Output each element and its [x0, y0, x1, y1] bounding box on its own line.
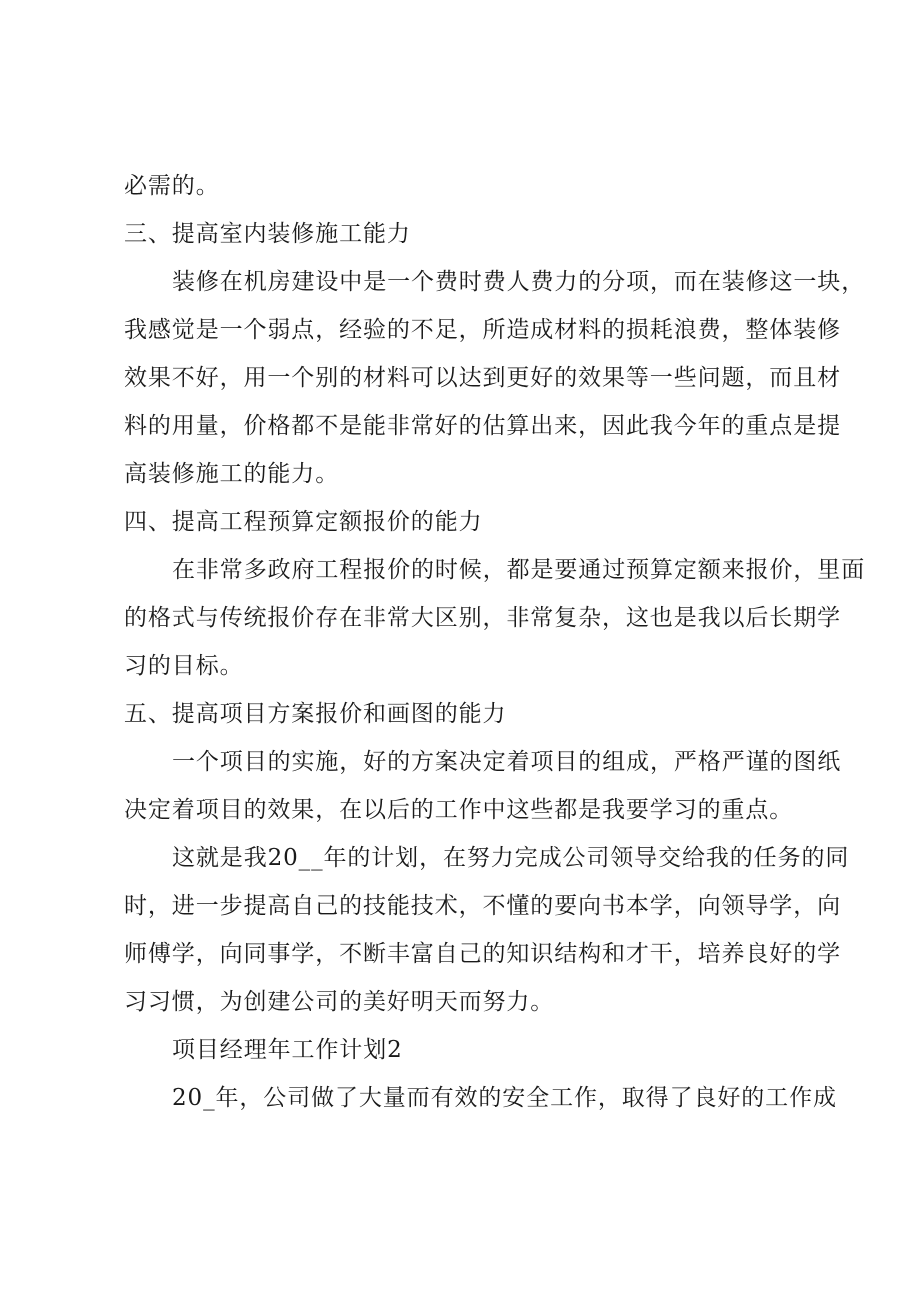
text-line: 习的目标。 — [124, 653, 244, 679]
section-heading-3: 三、提高室内装修施工能力 — [124, 221, 411, 247]
text-line: 料的用量，价格都不是能非常好的估算出来，因此我今年的重点是提 — [124, 413, 841, 439]
text-line: 这就是我20__年的计划，在努力完成公司领导交给我的任务的同 — [172, 845, 850, 871]
text-line: 必需的。 — [124, 173, 220, 199]
text-line: 一个项目的实施，好的方案决定着项目的组成，严格严谨的图纸 — [172, 749, 842, 775]
text-line: 20_年，公司做了大量而有效的安全工作，取得了良好的工作成 — [172, 1085, 837, 1111]
text-line: 习习惯，为创建公司的美好明天而努力。 — [124, 989, 555, 1015]
text-line: 时，进一步提高自己的技能技术，不懂的要向书本学，向领导学，向 — [124, 893, 841, 919]
text-line: 我感觉是一个弱点，经验的不足，所造成材料的损耗浪费，整体装修 — [124, 317, 841, 343]
section-heading-5: 五、提高项目方案报价和画图的能力 — [124, 701, 507, 727]
text-line: 决定着项目的效果，在以后的工作中这些都是我要学习的重点。 — [124, 797, 794, 823]
text-line: 在非常多政府工程报价的时候，都是要通过预算定额来报价，里面 — [172, 557, 866, 583]
text-line: 高装修施工的能力。 — [124, 461, 340, 487]
text-line: 效果不好，用一个别的材料可以达到更好的效果等一些问题，而且材 — [124, 365, 841, 391]
text-line: 装修在机房建设中是一个费时费人费力的分项，而在装修这一块， — [172, 269, 866, 295]
section-heading-4: 四、提高工程预算定额报价的能力 — [124, 509, 483, 535]
text-line: 的格式与传统报价存在非常大区别，非常复杂，这也是我以后长期学 — [124, 605, 841, 631]
text-line: 师傅学，向同事学，不断丰富自己的知识结构和才干，培养良好的学 — [124, 941, 841, 967]
document-title-2: 项目经理年工作计划2 — [172, 1037, 403, 1063]
